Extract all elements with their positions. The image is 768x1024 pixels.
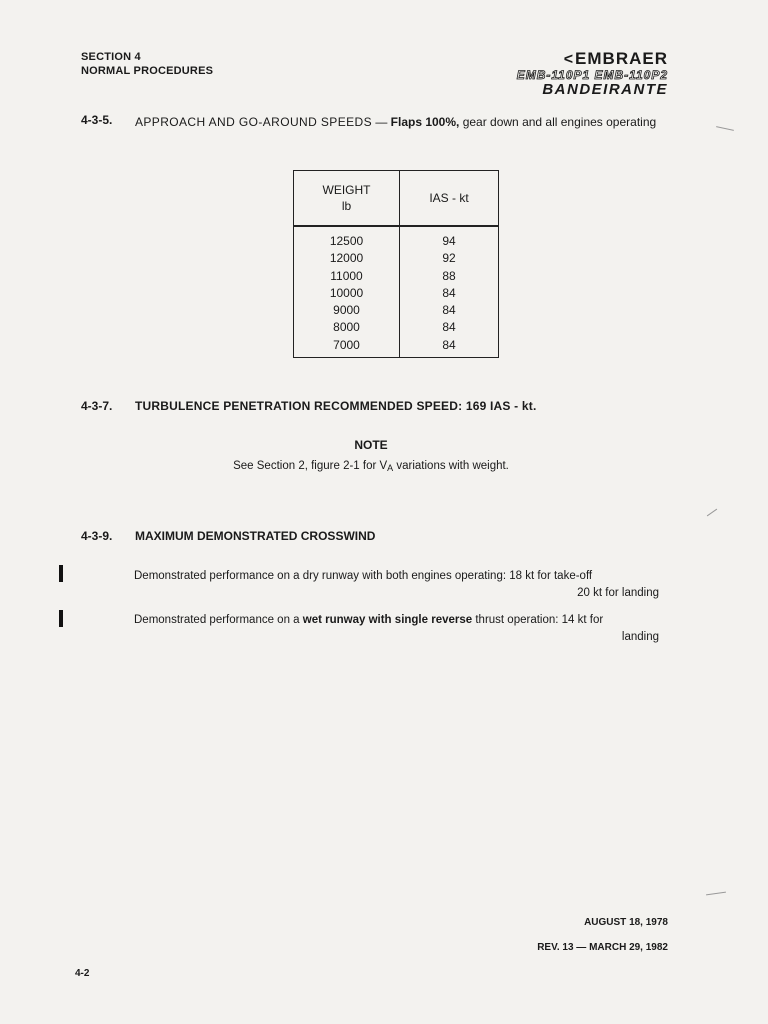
section-number-4-3-7: 4-3-7. [81,399,113,413]
revision-bar [59,610,63,627]
weight-cell: 8000 [294,319,400,336]
section-number-4-3-9: 4-3-9. [81,529,113,543]
logo-name: BANDEIRANTE [542,81,668,98]
section-label: SECTION 4 [81,51,141,63]
scan-mark [716,126,734,131]
table-row [294,285,499,302]
weight-cell: 7000 [294,337,400,358]
note-title: NOTE [354,438,388,452]
ias-column-header: IAS - kt [400,171,499,227]
scan-mark [707,509,717,517]
ias-cell: 84 [400,302,499,319]
weight-cell: 12500 [294,226,400,250]
section-heading-approach-speeds: APPROACH AND GO-AROUND SPEEDS — Flaps 100%, gear down and all engines operating [135,115,657,129]
wet-runway-performance: Demonstrated performance on a wet runway with single reverse thrust operation: 14 kt for landing [134,614,659,643]
ias-cell: 88 [400,268,499,285]
logo-brand: EMBRAER [575,49,668,68]
weight-cell: 11000 [294,268,400,285]
dry-runway-performance: Demonstrated performance on a dry runway with both engines operating: 18 kt for take-off 20 kt for landing [134,570,659,599]
ias-cell: 84 [400,337,499,358]
table-row [294,226,499,250]
table-row [294,250,499,267]
weight-cell: 10000 [294,285,400,302]
weight-column-header: WEIGHT lb [294,171,400,227]
turbulence-speed-heading: TURBULENCE PENETRATION RECOMMENDED SPEED: 169 IAS - kt. [135,399,537,413]
note-text: See Section 2, figure 2-1 for $V_A$ variations with weight. [233,460,509,473]
page-number: 4-2 [75,968,90,979]
ias-cell: 84 [400,319,499,336]
ias-cell: 92 [400,250,499,267]
revision-bar [59,565,63,582]
ias-cell: 84 [400,285,499,302]
ias-cell: 94 [400,226,499,250]
logo-arrow-icon: < [563,51,575,68]
table-row [294,268,499,285]
table-row [294,337,499,358]
issue-date: AUGUST 18, 1978 [584,917,668,928]
approach-speed-table [293,170,499,358]
approach-speeds-title: APPROACH AND GO-AROUND SPEEDS [135,115,372,129]
table-row [294,319,499,336]
weight-cell: 9000 [294,302,400,319]
revision-date: REV. 13 — MARCH 29, 1982 [537,942,668,953]
section-title: NORMAL PROCEDURES [81,65,214,77]
table-row [294,302,499,319]
embraer-logo [517,50,668,98]
crosswind-heading: MAXIMUM DEMONSTRATED CROSSWIND [135,529,376,543]
weight-cell: 12000 [294,250,400,267]
logo-models: EMB-110P1 EMB-110P2 [516,68,668,82]
flaps-setting: Flaps 100%, [390,115,460,129]
scan-mark [706,892,726,896]
section-number-4-3-5: 4-3-5. [81,113,113,127]
